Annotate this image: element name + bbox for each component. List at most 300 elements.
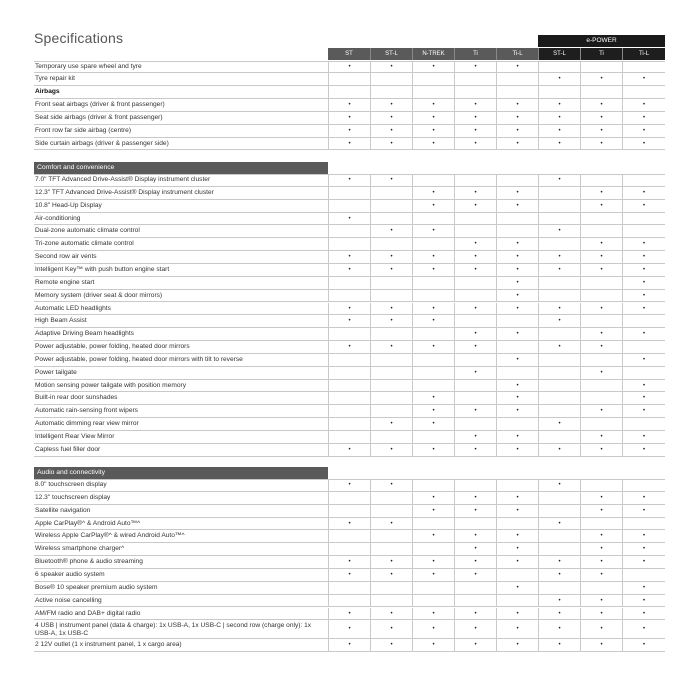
table-cell [454,225,496,237]
column-header-8: Ti-L [622,48,665,60]
table-cell [538,505,580,517]
availability-dot: • [370,264,412,276]
table-cell [622,225,665,237]
availability-dot: • [622,505,665,517]
table-cell [454,213,496,225]
availability-dot: • [496,303,538,315]
table-cell [370,238,412,250]
availability-dot: • [580,99,622,111]
table-cell [580,315,622,327]
availability-dot: • [580,505,622,517]
availability-dot: • [538,608,580,620]
table-cell [412,367,454,379]
table-cell [496,174,538,186]
availability-dot: • [454,405,496,417]
row-label: Power tailgate [35,368,77,376]
epower-header: e-POWER [538,35,665,47]
table-cell [370,392,412,404]
table-cell [496,479,538,491]
availability-dot: • [328,444,370,456]
availability-dot: • [328,569,370,581]
table-cell [454,582,496,594]
availability-dot: • [370,639,412,651]
availability-dot: • [580,73,622,85]
table-cell [370,380,412,392]
column-header-6: ST-L [538,48,580,60]
table-cell [622,518,665,530]
availability-dot: • [454,608,496,620]
availability-dot: • [538,99,580,111]
row-label: 4 USB | instrument panel (data & charge): 1x USB-A, 1x USB-C | second row (charge only): 1x USB-A, 1x USB-C [35,621,312,637]
availability-dot: • [454,99,496,111]
availability-dot: • [622,354,665,366]
column-header-7: Ti [580,48,622,60]
table-cell [622,479,665,491]
availability-dot: • [496,582,538,594]
availability-dot: • [412,556,454,568]
table-cell [454,174,496,186]
table-row [34,392,665,405]
table-row [34,505,665,518]
table-row [34,354,665,367]
row-label: Wireless smartphone charger^ [35,545,125,553]
availability-dot: • [412,61,454,73]
table-cell [538,367,580,379]
table-cell [538,200,580,212]
row-label: Dual-zone automatic climate control [35,227,140,235]
availability-dot: • [622,99,665,111]
table-cell [412,380,454,392]
availability-dot: • [538,595,580,607]
table-cell [538,328,580,340]
availability-dot: • [580,620,622,638]
table-row [34,479,665,492]
table-cell [580,213,622,225]
section-header: Audio and connectivity [34,467,328,479]
availability-dot: • [328,341,370,353]
column-header-3: N-TREK [412,48,454,60]
availability-dot: • [622,405,665,417]
table-cell [412,277,454,289]
table-cell [454,418,496,430]
row-label: Remote engine start [35,278,95,286]
availability-dot: • [580,125,622,137]
availability-dot: • [412,569,454,581]
availability-dot: • [412,138,454,150]
availability-dot: • [622,251,665,263]
availability-dot: • [580,444,622,456]
availability-dot: • [454,431,496,443]
availability-dot: • [454,264,496,276]
availability-dot: • [454,639,496,651]
table-cell [622,315,665,327]
table-cell [580,225,622,237]
availability-dot: • [496,112,538,124]
table-cell [328,380,370,392]
row-label: Front seat airbags (driver & front passenger) [35,101,165,109]
table-cell [370,505,412,517]
table-cell [412,86,454,98]
availability-dot: • [328,112,370,124]
table-cell [328,367,370,379]
availability-dot: • [328,264,370,276]
table-cell [412,290,454,302]
availability-dot: • [538,569,580,581]
availability-dot: • [412,303,454,315]
row-label: Front row far side airbag (centre) [35,126,132,134]
row-label: 10.8" Head-Up Display [35,201,102,209]
availability-dot: • [412,315,454,327]
availability-dot: • [370,112,412,124]
availability-dot: • [622,303,665,315]
section-header: Comfort and convenience [34,162,328,174]
availability-dot: • [580,187,622,199]
availability-dot: • [580,138,622,150]
table-row [34,518,665,531]
table-row [34,73,665,86]
availability-dot: • [622,620,665,638]
availability-dot: • [454,303,496,315]
availability-dot: • [580,200,622,212]
table-cell [580,61,622,73]
table-row [34,315,665,328]
table-row [34,138,665,151]
table-cell [328,505,370,517]
table-cell [496,341,538,353]
availability-dot: • [538,639,580,651]
table-row [34,639,665,652]
availability-dot: • [580,595,622,607]
availability-dot: • [538,479,580,491]
table-cell [370,290,412,302]
availability-dot: • [328,125,370,137]
table-cell [580,277,622,289]
availability-dot: • [580,556,622,568]
availability-dot: • [328,251,370,263]
table-cell [370,328,412,340]
table-cell [370,354,412,366]
table-cell [496,418,538,430]
row-label: Apple CarPlay®^ & Android Auto™^ [35,519,141,527]
table-row [34,431,665,444]
availability-dot: • [328,639,370,651]
table-cell [538,405,580,417]
column-header-2: ST-L [370,48,412,60]
table-cell [580,86,622,98]
availability-dot: • [580,251,622,263]
availability-dot: • [454,492,496,504]
availability-dot: • [622,639,665,651]
availability-dot: • [454,328,496,340]
table-cell [328,543,370,555]
availability-dot: • [496,277,538,289]
availability-dot: • [370,138,412,150]
availability-dot: • [580,639,622,651]
availability-dot: • [412,492,454,504]
table-cell [496,213,538,225]
availability-dot: • [370,303,412,315]
availability-dot: • [412,530,454,542]
availability-dot: • [580,405,622,417]
table-cell [496,225,538,237]
availability-dot: • [412,639,454,651]
table-cell [580,479,622,491]
availability-dot: • [454,187,496,199]
availability-dot: • [622,200,665,212]
table-cell [580,518,622,530]
availability-dot: • [580,367,622,379]
row-label: Temporary use spare wheel and tyre [35,62,142,70]
table-row [34,328,665,341]
row-label: Tyre repair kit [35,75,75,83]
table-cell [454,277,496,289]
availability-dot: • [622,608,665,620]
table-cell [412,213,454,225]
table-cell [538,431,580,443]
availability-dot: • [370,99,412,111]
table-cell [370,187,412,199]
availability-dot: • [370,569,412,581]
availability-dot: • [580,341,622,353]
availability-dot: • [412,341,454,353]
table-row [34,187,665,200]
row-label: Power adjustable, power folding, heated door mirrors with tilt to reverse [35,355,243,363]
availability-dot: • [412,620,454,638]
table-cell [622,213,665,225]
availability-dot: • [454,200,496,212]
table-row [34,556,665,569]
availability-dot: • [496,238,538,250]
table-cell [328,73,370,85]
table-cell [454,518,496,530]
table-cell [538,582,580,594]
availability-dot: • [538,125,580,137]
table-cell [412,582,454,594]
availability-dot: • [622,264,665,276]
row-label: AM/FM radio and DAB+ digital radio [35,609,141,617]
availability-dot: • [454,569,496,581]
availability-dot: • [454,444,496,456]
availability-dot: • [412,505,454,517]
availability-dot: • [370,341,412,353]
row-label: 12.3" TFT Advanced Drive-Assist® Display instrument cluster [35,188,214,196]
table-cell [328,392,370,404]
row-label: Capless fuel filler door [35,445,101,453]
table-cell [496,86,538,98]
availability-dot: • [622,444,665,456]
table-cell [412,518,454,530]
availability-dot: • [496,264,538,276]
availability-dot: • [538,225,580,237]
availability-dot: • [496,138,538,150]
availability-dot: • [538,264,580,276]
availability-dot: • [370,608,412,620]
availability-dot: • [622,138,665,150]
table-cell [370,595,412,607]
table-cell [622,418,665,430]
table-cell [412,479,454,491]
availability-dot: • [580,530,622,542]
table-row [34,595,665,608]
table-cell [496,569,538,581]
table-cell [454,479,496,491]
availability-dot: • [538,174,580,186]
availability-dot: • [496,608,538,620]
availability-dot: • [622,556,665,568]
table-cell [328,238,370,250]
row-label: Side curtain airbags (driver & passenger side) [35,139,169,147]
row-label: Intelligent Rear View Mirror [35,433,115,440]
table-cell [538,392,580,404]
column-header-4: Ti [454,48,496,60]
table-cell [538,380,580,392]
availability-dot: • [538,444,580,456]
row-label: Seat side airbags (driver & front passenger) [35,113,163,121]
availability-dot: • [496,543,538,555]
table-cell [538,492,580,504]
table-cell [580,290,622,302]
table-row [34,418,665,431]
row-label: Air-conditioning [35,214,81,222]
availability-dot: • [370,174,412,186]
row-label: 2 12V outlet (1 x instrument panel, 1 x cargo area) [35,641,182,649]
table-cell [580,174,622,186]
table-cell [370,543,412,555]
availability-dot: • [328,99,370,111]
row-label: Tri-zone automatic climate control [35,240,134,248]
availability-dot: • [496,290,538,302]
availability-dot: • [454,61,496,73]
availability-dot: • [622,380,665,392]
availability-dot: • [412,99,454,111]
table-row [34,61,665,74]
availability-dot: • [454,341,496,353]
row-label: Automatic dimming rear view mirror [35,420,139,428]
availability-dot: • [622,492,665,504]
table-cell [412,174,454,186]
table-row [34,582,665,595]
availability-dot: • [328,174,370,186]
table-row [34,530,665,543]
availability-dot: • [496,505,538,517]
table-row [34,290,665,303]
table-row [34,99,665,112]
table-cell [538,277,580,289]
availability-dot: • [496,392,538,404]
availability-dot: • [622,112,665,124]
table-row [34,86,665,99]
availability-dot: • [622,187,665,199]
row-label: Intelligent Key™ with push button engine start [35,265,170,273]
availability-dot: • [328,608,370,620]
availability-dot: • [622,238,665,250]
availability-dot: • [412,251,454,263]
page-title: Specifications [34,30,124,46]
availability-dot: • [538,341,580,353]
table-cell [538,530,580,542]
availability-dot: • [454,125,496,137]
table-cell [538,543,580,555]
table-row [34,277,665,290]
availability-dot: • [496,556,538,568]
availability-dot: • [622,431,665,443]
row-label: 6 speaker audio system [35,570,105,578]
availability-dot: • [412,200,454,212]
table-row [34,213,665,226]
row-label: Second row air vents [35,253,97,261]
availability-dot: • [496,620,538,638]
availability-dot: • [370,479,412,491]
availability-dot: • [328,556,370,568]
availability-dot: • [580,608,622,620]
availability-dot: • [370,620,412,638]
table-row [34,620,665,639]
table-row [34,608,665,621]
table-cell [454,392,496,404]
row-label: High Beam Assist [35,317,87,325]
table-cell [538,213,580,225]
row-label: 7.0" TFT Advanced Drive-Assist® Display instrument cluster [35,176,211,183]
table-cell [328,492,370,504]
table-cell [622,569,665,581]
row-label: Airbags [35,88,60,96]
table-cell [538,290,580,302]
availability-dot: • [538,556,580,568]
availability-dot: • [538,518,580,530]
availability-dot: • [454,505,496,517]
column-header-1: ST [328,48,370,60]
availability-dot: • [412,112,454,124]
table-cell [328,86,370,98]
table-cell [496,315,538,327]
table-cell [454,86,496,98]
table-row [34,200,665,213]
row-label: Motion sensing power tailgate with position memory [35,381,186,389]
row-label: Active noise cancelling [35,596,102,604]
table-cell [370,405,412,417]
row-label: Memory system (driver seat & door mirrors) [35,291,163,299]
availability-dot: • [412,225,454,237]
table-cell [328,530,370,542]
table-cell [412,431,454,443]
availability-dot: • [370,225,412,237]
row-label: Automatic rain-sensing front wipers [35,407,138,415]
availability-dot: • [622,595,665,607]
availability-dot: • [538,315,580,327]
availability-dot: • [496,405,538,417]
table-row [34,444,665,457]
row-label: Built-in rear door sunshades [35,394,118,402]
availability-dot: • [622,125,665,137]
table-cell [538,86,580,98]
table-row [34,492,665,505]
availability-dot: • [496,639,538,651]
availability-dot: • [328,303,370,315]
table-cell [454,290,496,302]
availability-dot: • [580,328,622,340]
availability-dot: • [496,187,538,199]
table-cell [370,530,412,542]
table-cell [412,543,454,555]
availability-dot: • [580,543,622,555]
availability-dot: • [580,492,622,504]
row-label: Bluetooth® phone & audio streaming [35,558,143,566]
availability-dot: • [328,61,370,73]
table-cell [412,328,454,340]
table-row [34,112,665,125]
table-cell [370,213,412,225]
table-row [34,569,665,582]
